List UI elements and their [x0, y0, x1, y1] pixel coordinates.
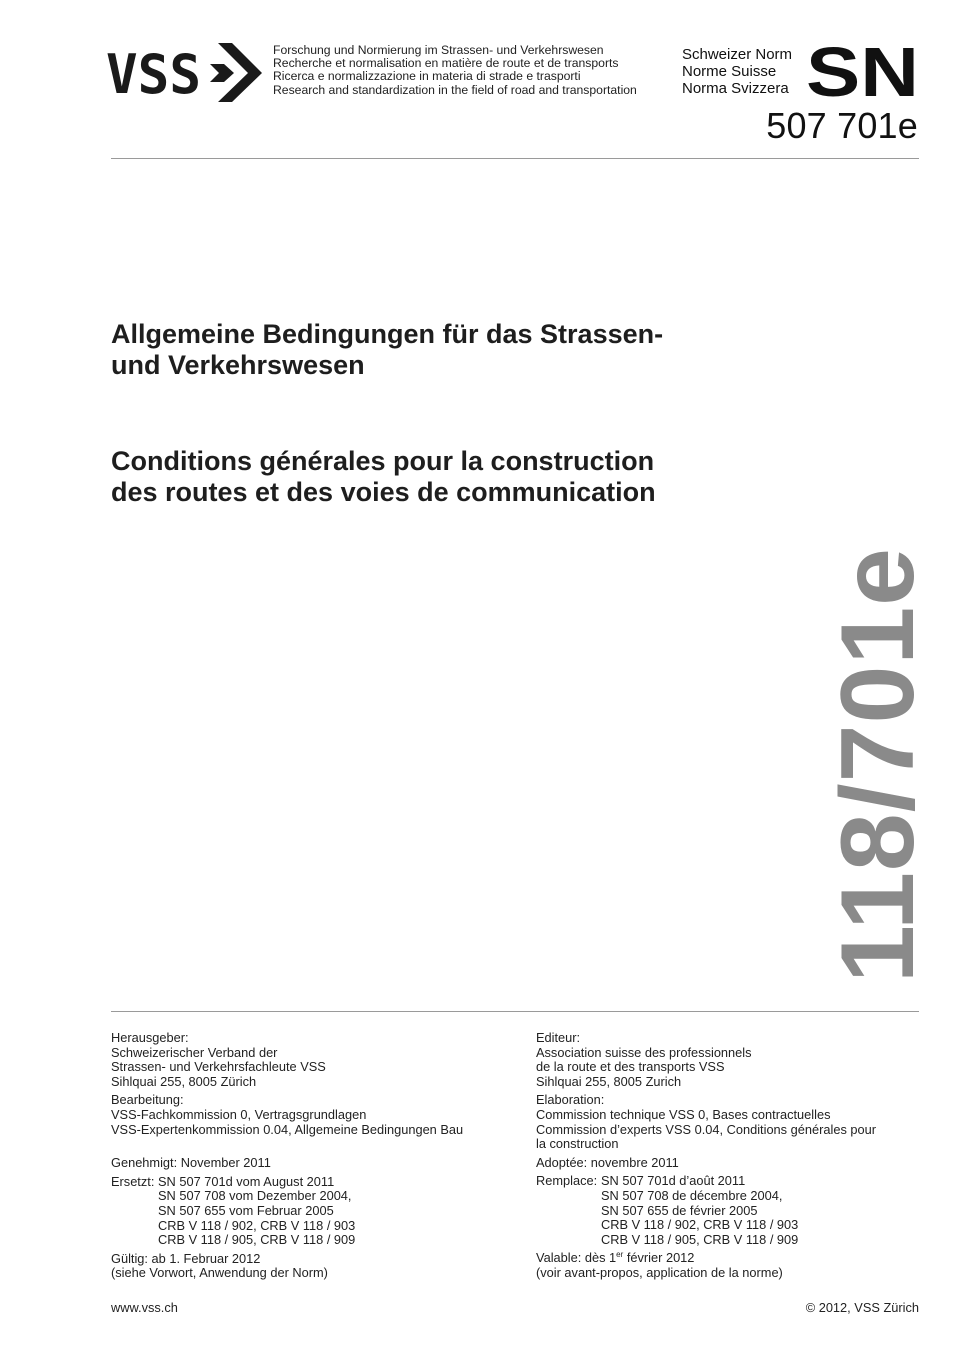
- footer-divider: [111, 1011, 919, 1012]
- approved-line: Genehmigt: November 2011: [111, 1155, 271, 1171]
- vss-logo-text: VSS: [106, 43, 201, 102]
- approved-line: Adoptée: novembre 2011: [536, 1154, 679, 1170]
- processing-block: Elaboration: Commission technique VSS 0, Bases contractuelles Commission d’experts VSS 0.04, Conditions générales pour la construction: [536, 1092, 877, 1152]
- title-german: Allgemeine Bedingungen für das Strassen- und Verkehrswesen: [111, 319, 664, 380]
- norm-number: 507 701e: [766, 105, 918, 146]
- vertical-document-number: 118/701e: [820, 546, 936, 984]
- sn-logo: [806, 45, 920, 97]
- valid-block: Gültig: ab 1. Februar 2012 (siehe Vorwort, Anwendung der Norm): [111, 1250, 328, 1281]
- replaces-block: Remplace: SN 507 701d d’août 2011 SN 507 708 de décembre 2004, SN 507 655 de février 2005 CRB V 118 / 902, CRB V 118 / 903 CRB V 118 / 905, CRB V 118 / 909: [536, 1173, 799, 1247]
- organization-tagline: Forschung und Normierung im Strassen- und Verkehrswesen Recherche et normalisation en matière de route et de transports Ricerca e normalizzazione in materia di strade e trasporti Research and standardization in the field of road and transportation: [273, 43, 637, 97]
- valid-block: Valable: dès 1er février 2012 (voir avant-propos, application de la norme): [536, 1250, 783, 1280]
- header-divider: [111, 158, 919, 159]
- footer-column-french: [536, 1031, 919, 1285]
- vss-logo: [106, 40, 266, 102]
- website-link[interactable]: www.vss.ch: [111, 1300, 178, 1315]
- copyright-notice: © 2012, VSS Zürich: [805, 1300, 919, 1315]
- footer-column-german: [111, 1031, 521, 1285]
- processing-block: Bearbeitung: VSS-Fachkommission 0, Vertragsgrundlagen VSS-Expertenkommission 0.04, Allgemeine Bedingungen Bau: [111, 1092, 464, 1137]
- publisher-block: Herausgeber: Schweizerischer Verband der Strassen- und Verkehrsfachleute VSS Sihlquai 255, 8005 Zürich: [111, 1030, 326, 1089]
- publisher-block: Editeur: Association suisse des professionnels de la route et des transports VSS Sihlquai 255, 8005 Zurich: [536, 1030, 752, 1089]
- sn-logo-text: SN: [806, 45, 919, 97]
- replaces-block: Ersetzt: SN 507 701d vom August 2011 SN 507 708 vom Dezember 2004, SN 507 655 vom Februar 2005 CRB V 118 / 902, CRB V 118 / 903 CRB V 118 / 905, CRB V 118 / 909: [111, 1173, 356, 1248]
- title-french: Conditions générales pour la construction des routes et des voies de communication: [111, 446, 656, 507]
- norm-languages: Schweizer Norm Norme Suisse Norma Svizzera: [682, 46, 793, 97]
